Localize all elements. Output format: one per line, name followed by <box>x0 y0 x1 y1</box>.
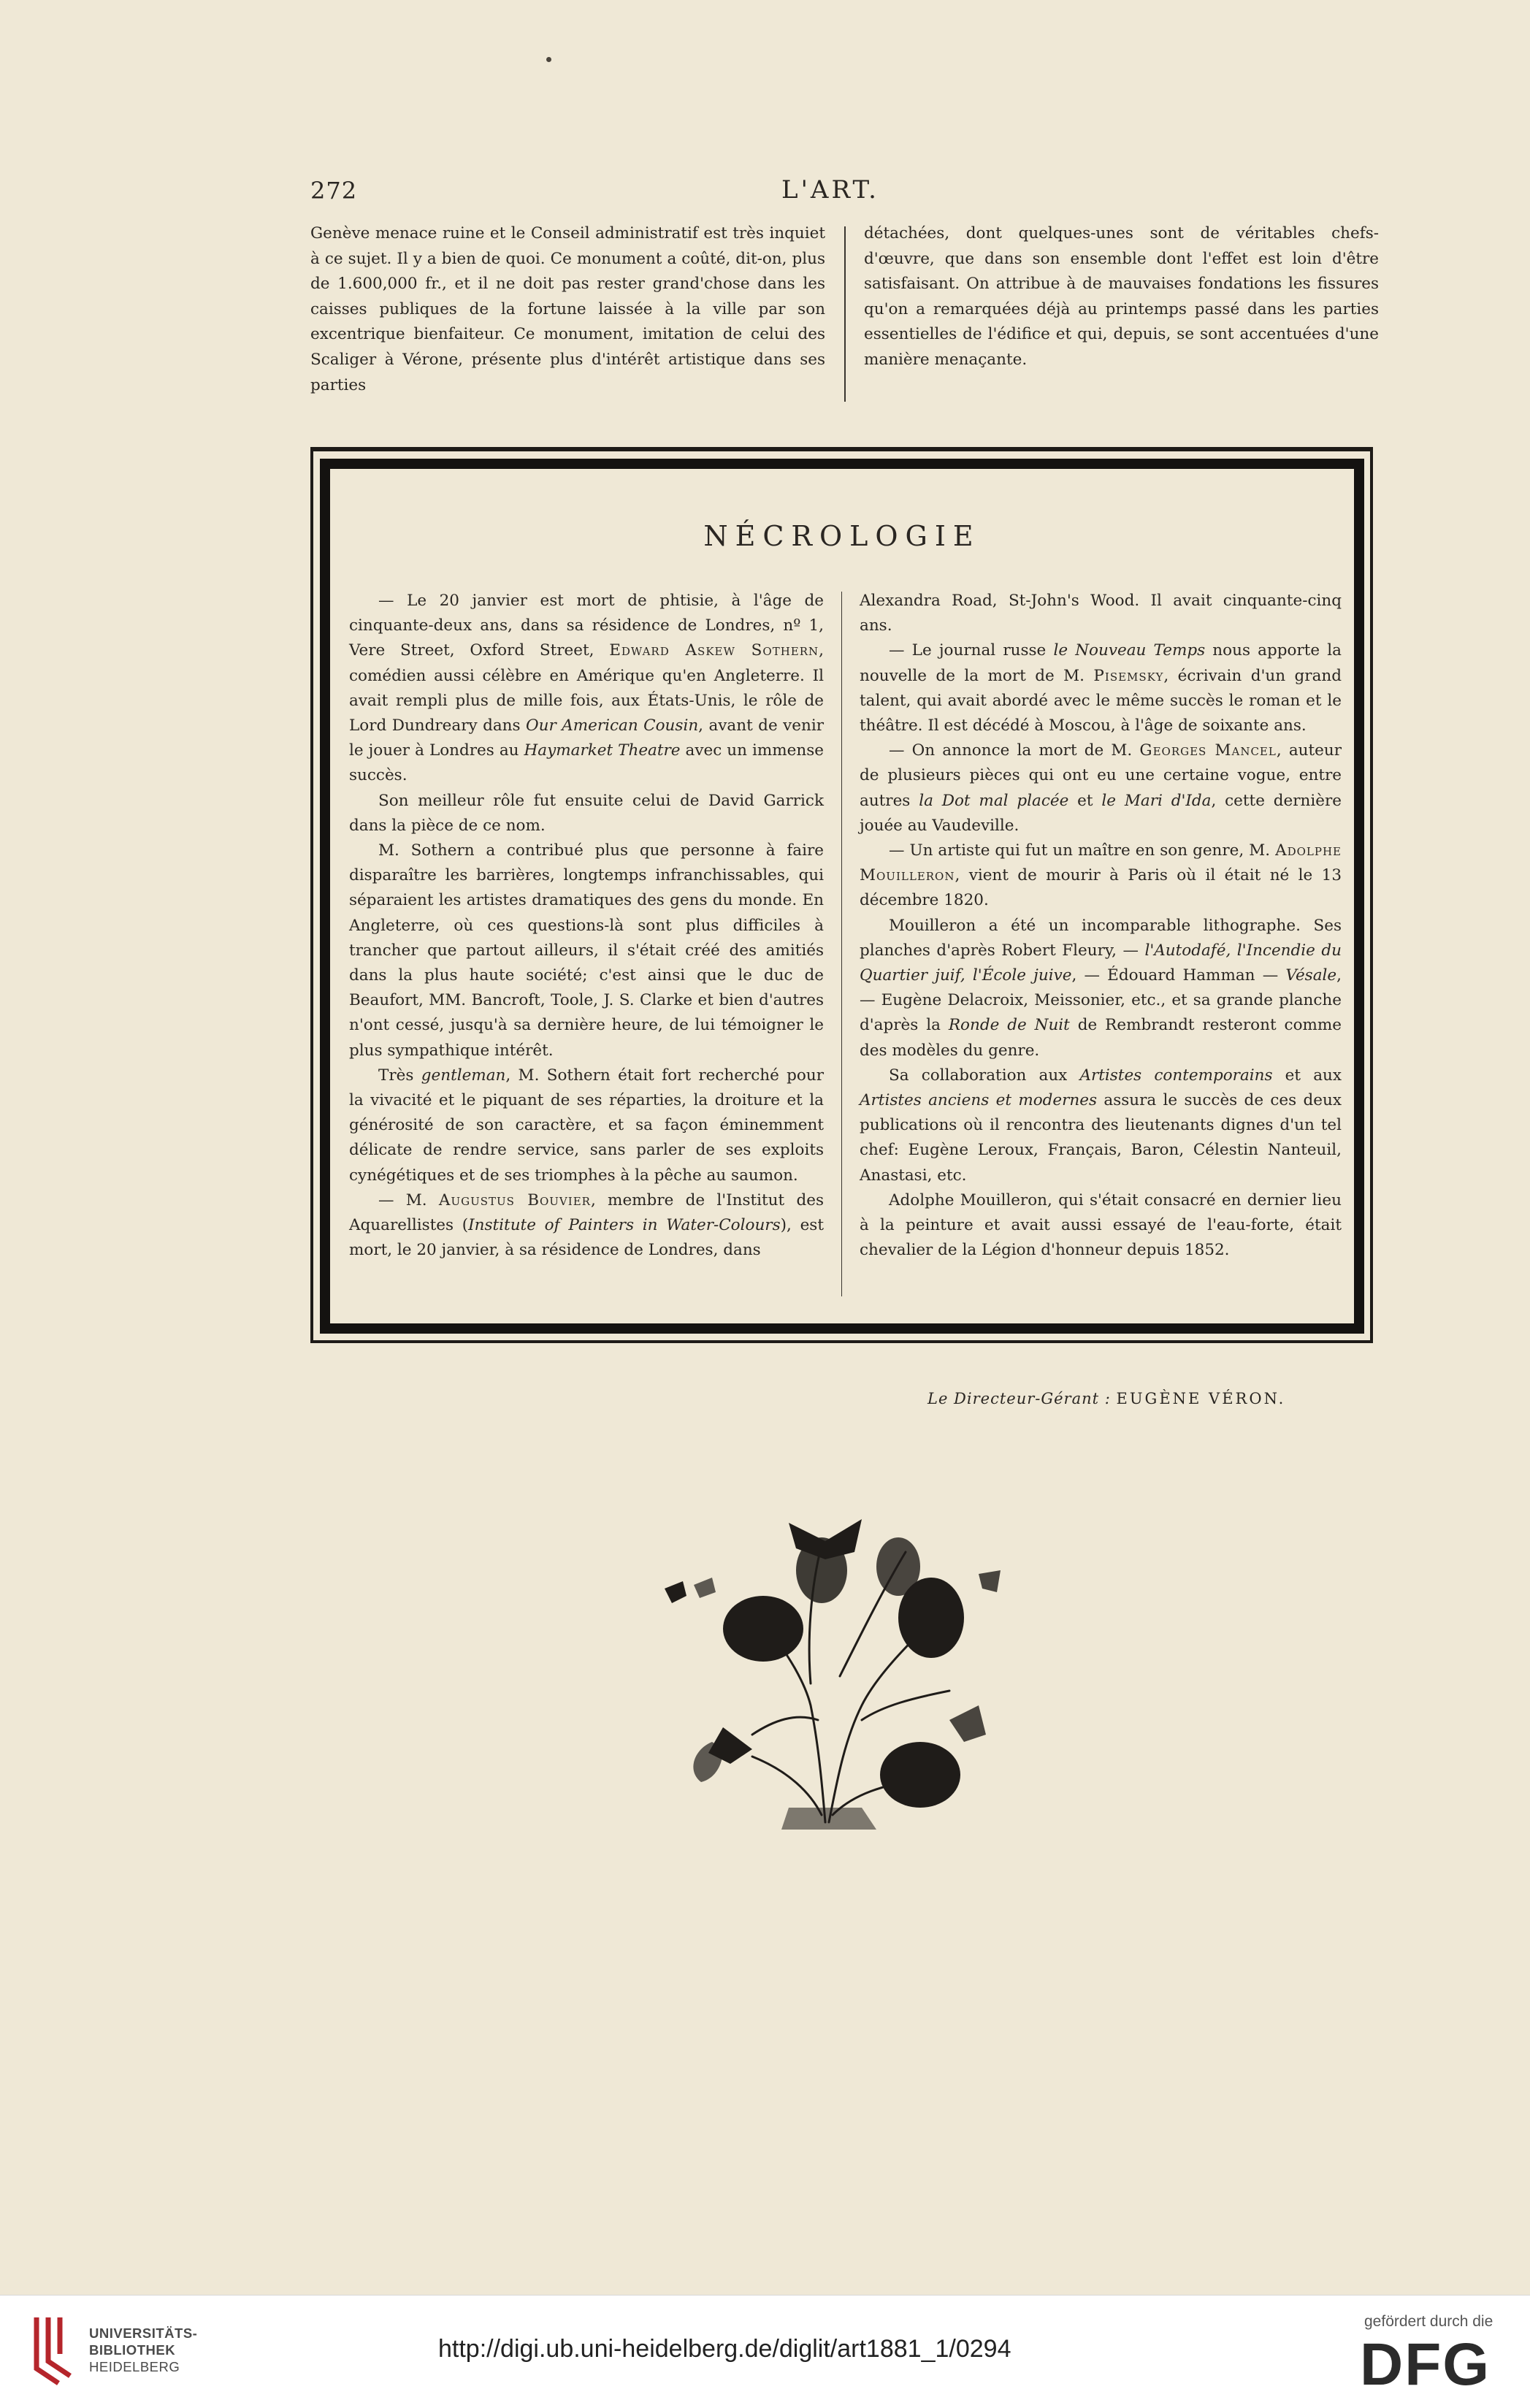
paragraph: Très gentleman, M. Sothern était fort recherché pour la vivacité et le piquant de ses réparties, la droiture et la générosité de son caractère, et sa façon éminemment délicate de rendre service, sans parler de ses exploits cynégétiques et de ses triomphes à la pêche au saumon. <box>349 1066 825 1185</box>
signature-name: EUGÈNE VÉRON. <box>1116 1390 1286 1407</box>
article-continuation-left <box>310 221 825 398</box>
work-title: Our American Cousin <box>526 716 699 735</box>
paragraph: — Le 20 janvier est mort de phtisie, à l'âge de cinquante-deux ans, dans sa résidence de Londres, nº 1, Vere Street, Oxford Street, Edward Askew Sothern, comédien aussi célèbre en Amérique qu'en Angleterre. Il avait rempli plus de mille fois, aux États-Unis, le rôle de Lord Dundreary dans Our American Cousin, avant de venir le jouer à Londres au Haymarket Theatre avec un immense succès. <box>349 592 824 785</box>
necrologie-right-column <box>860 589 1342 1263</box>
signature-role: Le Directeur-Gérant : <box>927 1390 1111 1407</box>
article-continuation-right <box>864 221 1379 373</box>
column-divider <box>844 226 846 402</box>
university-library-logo-icon <box>28 2310 79 2390</box>
paragraph: M. Sothern a contribué plus que personne à faire disparaître les barrières, longtemps infranchissables, qui séparaient les artistes dramatiques des gens du monde. En Angleterre, où ces questions-là sont plus difficiles à trancher que partout ailleurs, il s'était créé des amitiés dans la plus haute société; c'est ainsi que le duc de Beaufort, MM. Bancroft, Toole, J. S. Clarke et bien d'autres n'ont cessé, jusqu'à sa dernière heure, de lui témoigner le plus sympathique intérêt. <box>349 841 824 1060</box>
paragraph: — On annonce la mort de M. Georges Mancel, auteur de plusieurs pièces qui ont eu une certaine vogue, entre autres la Dot mal placée et le Mari d'Ida, cette dernière jouée au Vaudeville. <box>860 741 1342 835</box>
paragraph: — Un artiste qui fut un maître en son genre, M. Adolphe Mouilleron, vient de mourir à Paris où il était né le 13 décembre 1820. <box>860 841 1342 910</box>
institution-name: UNIVERSITÄTS- BIBLIOTHEK HEIDELBERG <box>89 2325 198 2374</box>
print-mark <box>546 57 551 62</box>
digitization-footer <box>0 2295 1530 2408</box>
paragraph: Genève menace ruine et le Conseil administratif est très inquiet à ce sujet. Il y a bien de quoi. Ce monument a coûté, dit-on, plus de 1.600,000 fr., et il ne doit pas rester grand'chose dans les caisses publiques de la fortune laissée à la ville par son excentrique bienfaiteur. Ce monument, imitation de celui des Scaliger à Vérone, présente plus d'intérêt artistique dans ses parties <box>310 224 825 394</box>
person-name: Edward Askew Sothern <box>609 641 819 660</box>
permalink[interactable]: http://digi.ub.uni-heidelberg.de/diglit/art1881_1/0294 <box>438 2335 1011 2363</box>
paragraph: Adolphe Mouilleron, qui s'était consacré en dernier lieu à la peinture et avait aussi essayé de l'eau-forte, était chevalier de la Légion d'honneur depuis 1852. <box>860 1190 1342 1260</box>
paragraph: Mouilleron a été un incomparable lithographe. Ses planches d'après Robert Fleury, — l'Autodafé, l'Incendie du Quartier juif, l'École juive, — Édouard Hamman — Vésale, — Eugène Delacroix, Meissonier, etc., et sa grande planche d'après la Ronde de Nuit de Rembrandt resteront comme des modèles du genre. <box>860 916 1342 1060</box>
work-title: Haymarket Theatre <box>524 741 681 760</box>
person-name: Pisemsky <box>1093 666 1164 685</box>
paragraph: — Le journal russe le Nouveau Temps nous apporte la nouvelle de la mort de M. Pisemsky, écrivain d'un grand talent, qui avait abordé avec le même succès le roman et le théâtre. Il est décédé à Moscou, à l'âge de soixante ans. <box>860 641 1342 735</box>
paragraph: Alexandra Road, St-John's Wood. Il avait cinquante-cinq ans. <box>860 592 1342 635</box>
flower-butterfly-vignette <box>643 1501 1037 1837</box>
paragraph: — M. Augustus Bouvier, membre de l'Institut des Aquarellistes (Institute of Painters in Water-Colours), est mort, le 20 janvier, à sa résidence de Londres, dans <box>349 1190 824 1260</box>
paragraph: détachées, dont quelques-unes sont de véritables chefs-d'œuvre, que dans son ensemble dont l'effet est loin d'être satisfaisant. On attribue à de mauvaises fondations les fissures qu'on a remarquées déjà au printemps passé dans les parties essentielles de l'édifice et qui, depuis, se sont accentuées d'une manière menaçante. <box>864 224 1379 369</box>
paragraph: Son meilleur rôle fut ensuite celui de David Garrick dans la pièce de ce nom. <box>349 791 824 835</box>
running-title: L'ART. <box>781 175 879 205</box>
necrologie-left-column <box>349 589 824 1263</box>
dfg-logo: DFG <box>1360 2331 1491 2398</box>
person-name: Georges Mancel <box>1139 741 1277 760</box>
funding-note: gefördert durch die <box>1364 2313 1493 2330</box>
paragraph: Sa collaboration aux Artistes contemporains et aux Artistes anciens et modernes assura le succès de ces deux publications où il rencontra des lieutenants dignes d'un tel chef: Eugène Leroux, Français, Baron, Célestin Nanteuil, Anastasi, etc. <box>860 1066 1342 1185</box>
editor-signature <box>927 1390 1285 1407</box>
page-number: 272 <box>310 177 358 205</box>
person-name: Adolphe Mouilleron <box>860 841 1342 885</box>
column-divider <box>841 592 842 1296</box>
person-name: Augustus Bouvier <box>438 1190 591 1209</box>
section-title: NÉCROLOGIE <box>703 520 981 552</box>
